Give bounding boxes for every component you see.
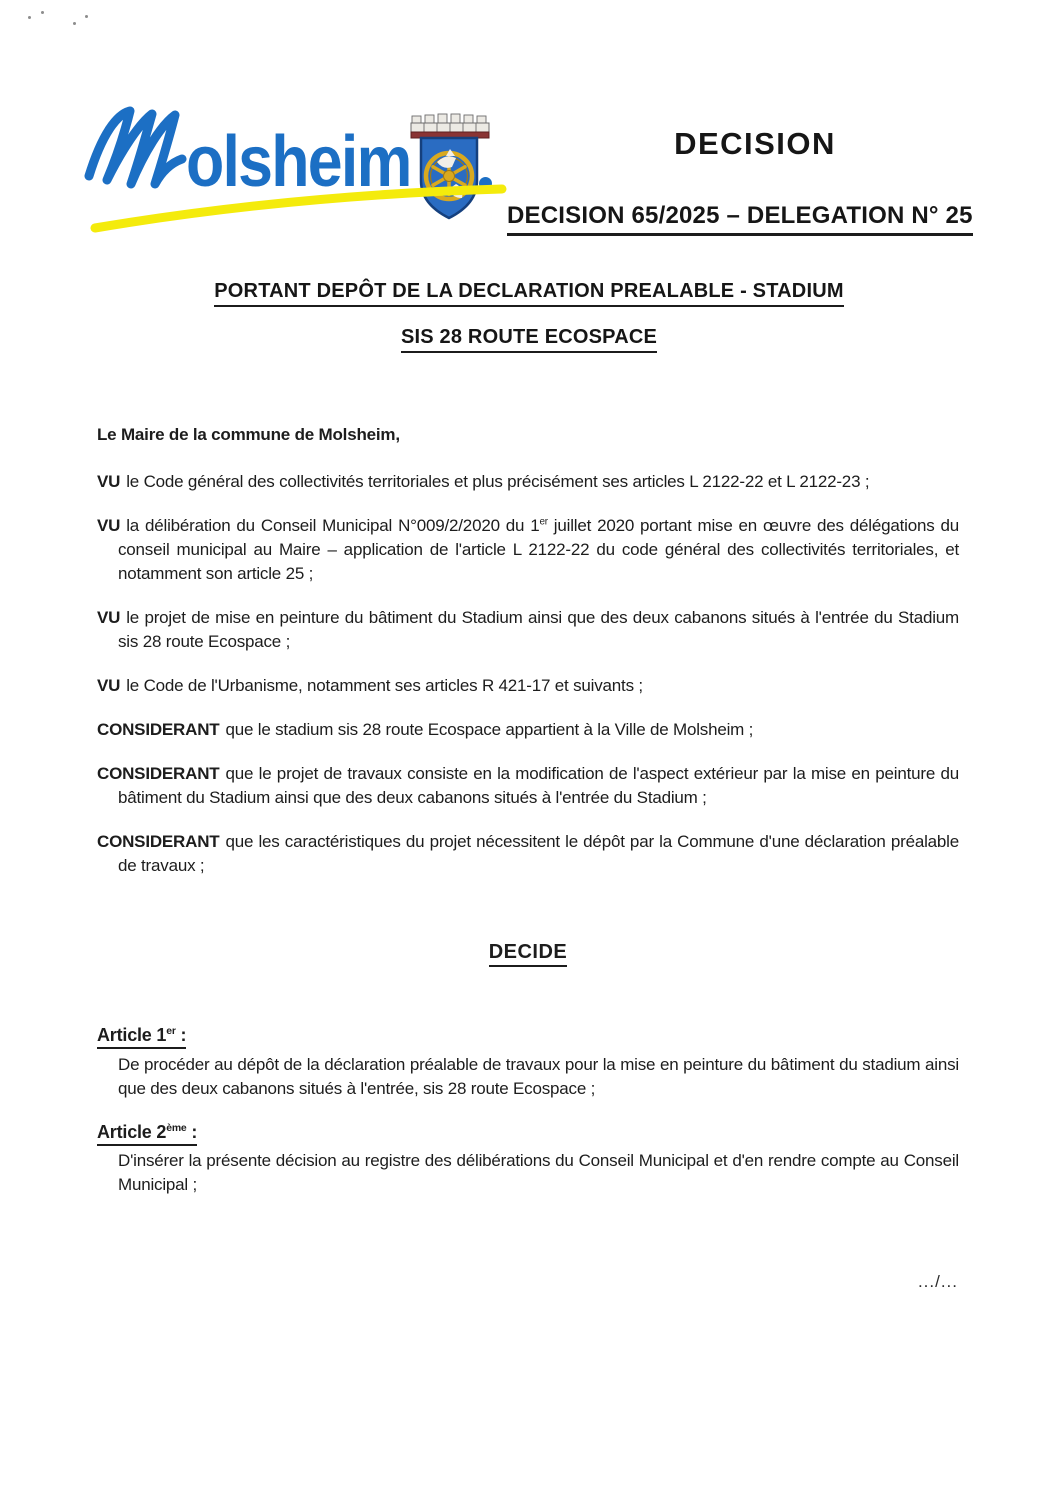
decide-heading: DECIDE [97,940,959,967]
recital-text: le Code général des collectivités territoriales et plus précisément ses articles L 2122-22 et L 2122-23 ; [126,472,870,491]
recital-label: VU [97,516,121,535]
recital-text: que le projet de travaux consiste en la modification de l'aspect extérieur par la mise en peinture du bâtiment du Stadium ainsi que des deux cabanons situés à l'entrée du Stadium ; [118,764,959,807]
recital-considerant-2 [97,762,959,810]
recital-considerant-1 [97,718,959,742]
logo-yellow-swoosh [86,182,510,236]
recital-vu-2 [97,514,959,586]
recital-label: VU [97,472,121,491]
document-title: DECISION [674,126,836,161]
article-1-heading: Article 1er : [97,1024,959,1049]
opening-line: Le Maire de la commune de Molsheim, [97,425,400,444]
recital-vu-4 [97,674,959,698]
logo-wordmark-text: olsheim [186,122,411,202]
document-body [97,423,959,1217]
ordinal-superscript: ème [166,1123,187,1134]
recital-text: le projet de mise en peinture du bâtiment du Stadium ainsi que des deux cabanons situés à l'entrée du Stadium sis 28 route Ecospace ; [118,608,959,651]
recital-label: CONSIDERANT [97,832,220,851]
scan-speck [73,22,76,25]
subject-line-1: PORTANT DEPÔT DE LA DECLARATION PREALABLE - STADIUM [0,280,1058,307]
subject-line-2: SIS 28 ROUTE ECOSPACE [0,326,1058,353]
recital-vu-1 [97,470,959,494]
scan-speck [41,11,44,14]
article-2-heading: Article 2ème : [97,1121,959,1146]
recital-considerant-3 [97,830,959,878]
scan-speck [85,15,88,18]
molsheim-script-m-icon [82,102,200,194]
recital-text: juillet 2020 portant mise en œuvre des délégations du conseil municipal au Maire – application de l'article L 2122-22 du code général des collectivités territoriales, et notamment son article 25 ; [118,516,960,583]
recital-label: CONSIDERANT [97,764,220,783]
recital-text: que les caractéristiques du projet nécessitent le dépôt par la Commune d'une déclaration préalable de travaux ; [118,832,959,875]
recital-text: le Code de l'Urbanisme, notamment ses articles R 421-17 et suivants ; [126,676,643,695]
recital-label: CONSIDERANT [97,720,220,739]
recital-vu-3 [97,606,959,654]
recital-text: la délibération du Conseil Municipal N°009/2/2020 du 1 [126,516,540,535]
recital-label: VU [97,608,121,627]
article-2-body: D'insérer la présente décision au registre des délibérations du Conseil Municipal et d'en rendre compte au Conseil Municipal ; [118,1151,959,1194]
article-1-body: De procéder au dépôt de la déclaration préalable de travaux pour la mise en peinture du bâtiment du stadium ainsi que des deux cabanons situés à l'entrée, sis 28 route Ecospace ; [118,1055,959,1098]
recital-label: VU [97,676,121,695]
document-reference: DECISION 65/2025 – DELEGATION N° 25 [507,202,973,236]
ordinal-superscript: er [539,516,548,528]
scan-speck [28,16,31,19]
page-continuation-mark: .../... [917,1272,958,1291]
ordinal-superscript: er [166,1026,176,1037]
recital-text: que le stadium sis 28 route Ecospace appartient à la Ville de Molsheim ; [225,720,754,739]
